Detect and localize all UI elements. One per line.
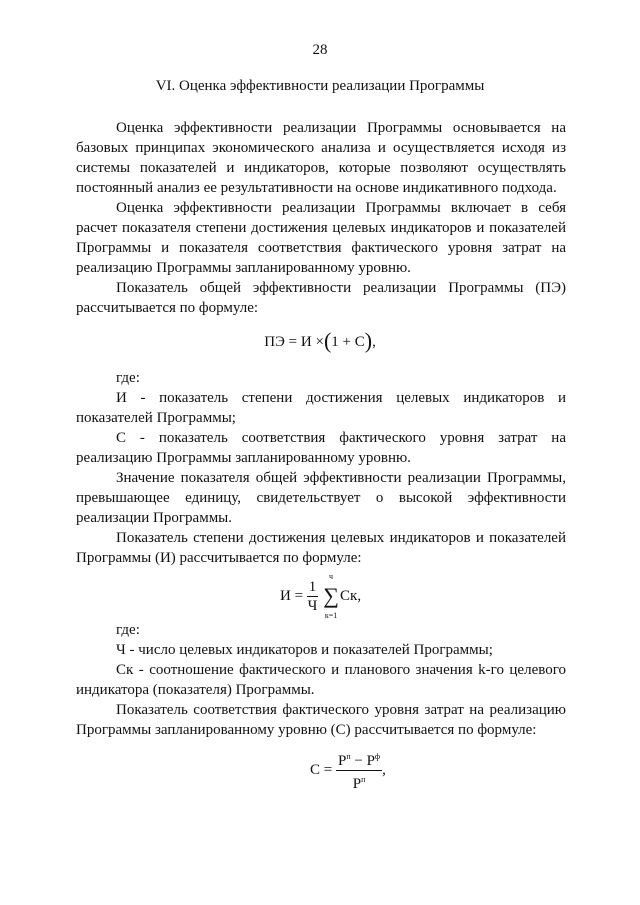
where-label-2: где: (116, 622, 140, 638)
paragraph-6: Показатель соответствия фактического уровня затрат на реализацию Программы запланированному уровню (С) рассчитывается по формуле: (76, 702, 566, 738)
page-number: 28 (312, 42, 328, 58)
formula-c-tail: , (382, 762, 386, 778)
sum-symbol-icon: ∑ (323, 583, 339, 608)
formula-c-minus: − (350, 753, 367, 769)
formula-i-tail: , (357, 588, 362, 604)
formula-c-numerator (336, 748, 382, 771)
formula-pe-tail: , (372, 334, 376, 350)
formula-c-num-a-sup: п (346, 752, 351, 761)
body-block-2 (76, 368, 566, 568)
formula-pe (0, 328, 640, 354)
formula-i-sum-lower: к=1 (324, 611, 338, 620)
definition-ck: Ск - соотношение фактического и планового значения k-го целевого индикатора (показателя) Программы. (76, 662, 566, 698)
definition-c: С - показатель соответствия фактического уровня затрат на реализацию Программы запланированному уровню. (76, 430, 566, 466)
formula-c-den: Р (352, 776, 362, 792)
definition-i: И - показатель степени достижения целевых индикаторов и показателей Программы; (76, 390, 566, 426)
formula-i-left: И = (280, 588, 304, 604)
formula-c-denominator (336, 771, 382, 793)
formula-i-denominator: Ч (307, 598, 318, 614)
formula-c-num-b: Р (366, 753, 375, 769)
section-title: VI. Оценка эффективности реализации Программы (155, 78, 485, 94)
where-label-1: где: (116, 370, 140, 386)
formula-c (310, 748, 450, 808)
formula-i-term: Ск (340, 588, 358, 604)
body-block-3 (76, 620, 566, 740)
formula-c-num-a: Р (337, 753, 347, 769)
definition-ch: Ч - число целевых индикаторов и показателей Программы; (116, 642, 493, 658)
formula-pe-inner: 1 + С (331, 334, 365, 350)
paragraph-4: Значение показателя общей эффективности реализации Программы, превышающее единицу, свидетельствует о высокой эффективности реализации Программы. (76, 470, 566, 526)
paragraph-5: Показатель степени достижения целевых индикаторов и показателей Программы (И) рассчитывается по формуле: (76, 530, 566, 566)
formula-c-num-b-sup: ф (374, 752, 381, 761)
body-block-1 (76, 118, 566, 318)
formula-i-fraction (307, 578, 319, 615)
formula-pe-close-paren: ) (364, 328, 373, 353)
paragraph-1: Оценка эффективности реализации Программы основывается на базовых принципах экономического анализа и осуществляется исходя из системы показателей и индикаторов, которые позволяют осуществлять постоянный анализ ее результативности на основе индикативного подхода. (76, 120, 566, 196)
formula-i-sum-upper: ч (329, 572, 334, 581)
paragraph-2: Оценка эффективности реализации Программы включает в себя расчет показателя степени достижения целевых индикаторов и показателей Программы и показателя соответствия фактического уровня затрат на реализацию Программы запланированному уровню. (76, 200, 566, 276)
formula-c-fraction (336, 748, 382, 793)
formula-i-numerator: 1 (308, 579, 317, 595)
formula-c-den-sup: п (361, 775, 366, 784)
formula-i-sum (322, 572, 340, 620)
paragraph-3: Показатель общей эффективности реализации Программы (ПЭ) рассчитывается по формуле: (76, 280, 566, 316)
formula-pe-open-paren: ( (323, 328, 332, 353)
formula-c-left: С = (310, 762, 333, 778)
formula-pe-left: ПЭ = И × (264, 334, 324, 350)
